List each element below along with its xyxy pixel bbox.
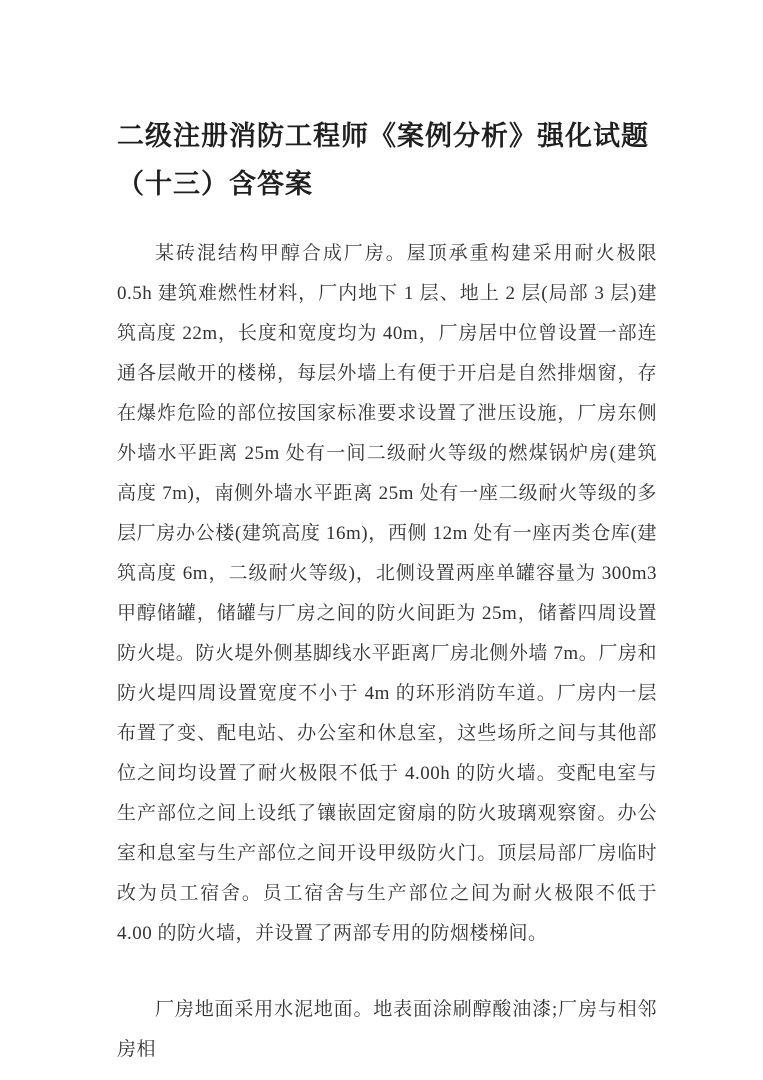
document-title: 二级注册消防工程师《案例分析》强化试题（十三）含答案 xyxy=(117,121,649,199)
floor-finish-paragraph: 厂房地面采用水泥地面。地表面涂刷醇酸油漆;厂房与相邻房相 xyxy=(117,999,657,1060)
case-description-paragraph: 某砖混结构甲醇合成厂房。屋顶承重构建采用耐火极限 0.5h 建筑难燃性材料，厂内地下 1 层、地上 2 层(局部 3 层)建筑高度 22m，长度和宽度均为 40m，厂房居中位曾设置一部连通各层敞开的楼梯，每层外墙上有便于开启是自然排烟窗，存在爆炸危险的部位按国家标准要求设置了泄压设施，厂房东侧外墙水平距离 25m 处有一间二级耐火等级的燃煤锅炉房(建筑高度 7m)，南侧外墙水平距离 25m 处有一座二级耐火等级的多层厂房办公楼(建筑高度 16m)，西侧 12m 处有一座丙类仓库(建筑高度 6m，二级耐火等级)，北侧设置两座单罐容量为 300m3 甲醇储罐，储罐与厂房之间的防火间距为 25m，储蓄四周设置防火堤。防火堤外侧基脚线水平距离厂房北侧外墙 7m。厂房和防火堤四周设置宽度不小于 4m 的环形消防车道。厂房内一层布置了变、配电站、办公室和休息室，这些场所之间与其他部位之间均设置了耐火极限不低于 4.00h 的防火墙。变配电室与生产部位之间上设纸了镶嵌固定窗扇的防火玻璃观察窗。办公室和息室与生产部位之间开设甲级防火门。顶层局部厂房临时改为员工宿舍。员工宿舍与生产部位之间为耐火极限不低于 4.00 的防火墙，并设置了两部专用的防烟楼梯间。 xyxy=(117,243,657,944)
